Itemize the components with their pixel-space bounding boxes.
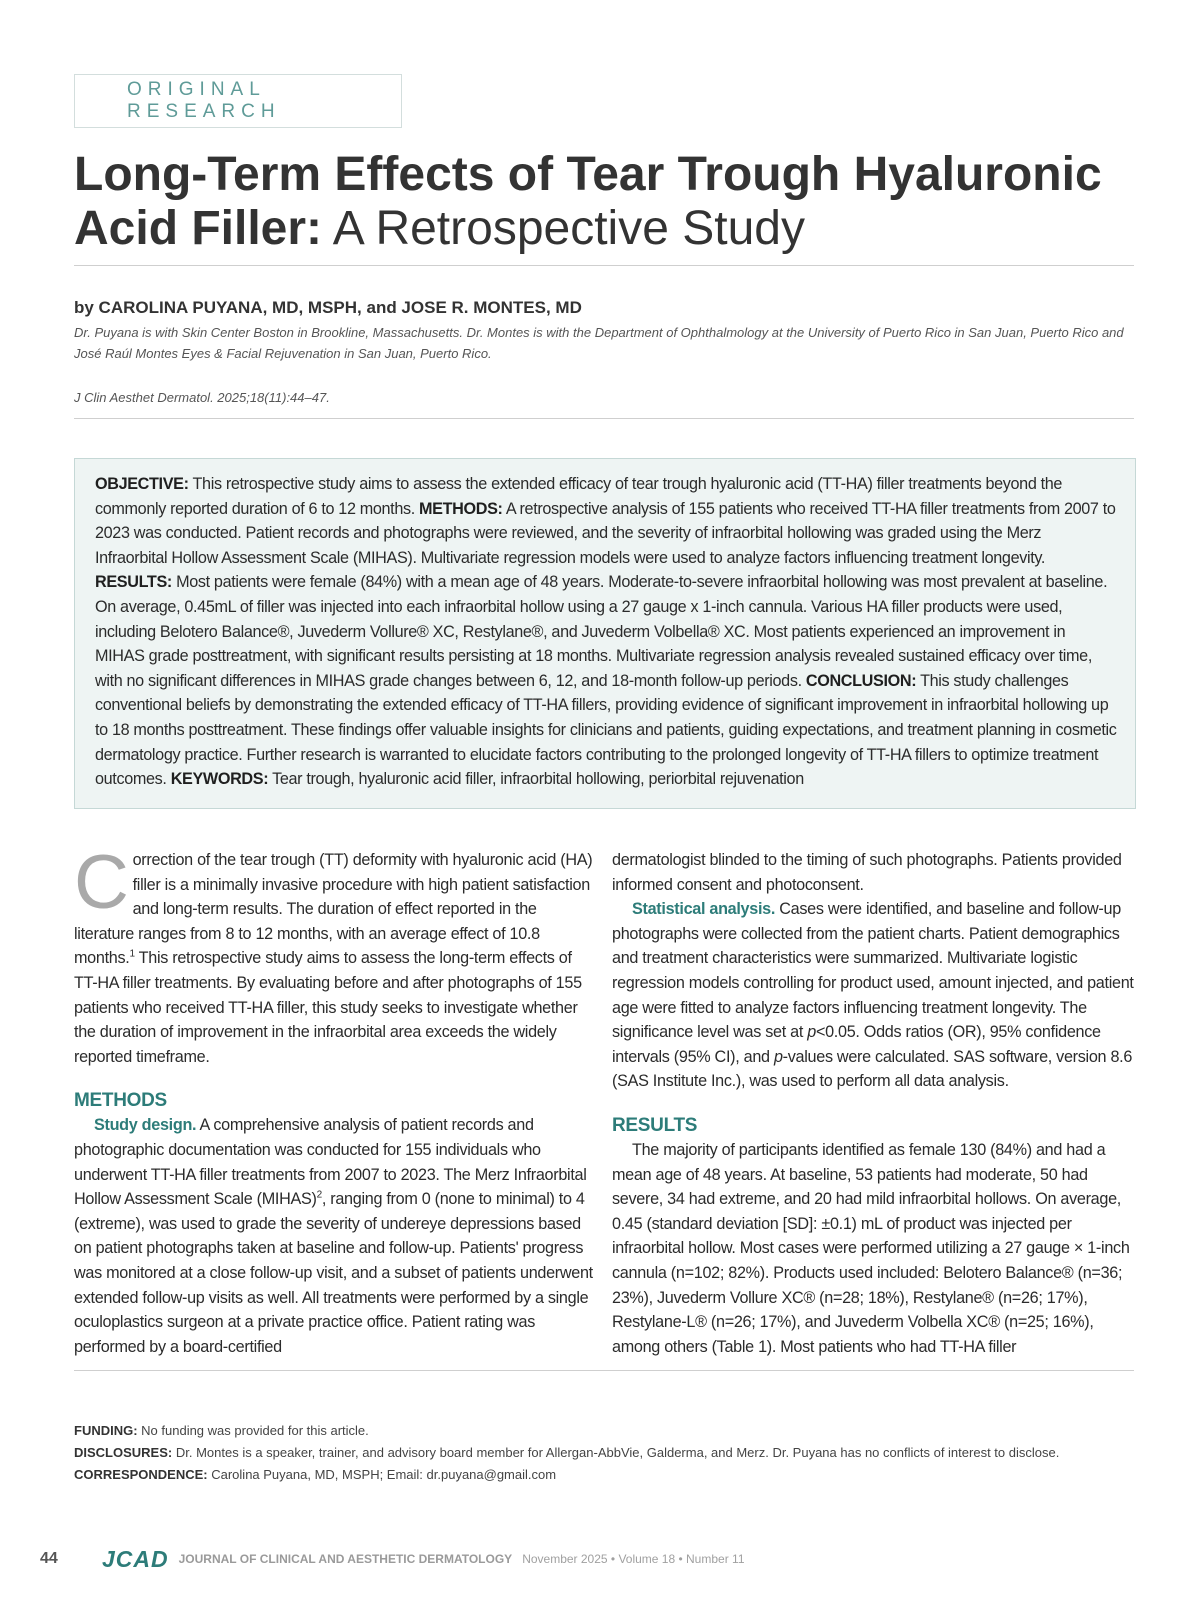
objective-label: OBJECTIVE: [95, 475, 189, 493]
title-main: Long-Term Effects of Tear Trough Hyaluronic Acid Filler: [74, 148, 1102, 255]
page-footer [40, 1544, 745, 1574]
intro-text-a: orrection of the tear trough (TT) deformity with hyaluronic acid (HA) filler is a minimally invasive procedure with high patient satisfaction and long-term results. The duration of effect reported in the literature ranges from 8 to 12 months, with an average effect of 10.8 months. [74, 851, 593, 968]
byline: by CAROLINA PUYANA, MD, MSPH, and JOSE R. MONTES, MD [74, 298, 582, 317]
study-design-text-a: A comprehensive analysis of patient records and photographic documentation was conducted for 155 individuals who underwent TT-HA filler treatments from 2007 to 2023. The Merz Infraorbital Hollow Assessment Scale (MIHAS) [74, 1116, 587, 1209]
body-column-left [74, 840, 596, 1359]
stat-text-b: <0.05. Odds ratios (OR), 95% confidence intervals (95% CI), and [612, 1023, 1101, 1066]
conclusion-text: This study challenges conventional beliefs by demonstrating the extended efficacy of TT-HA fillers, providing evidence of significant improvement in infraorbital hollowing up to 18 months posttreatment. These findings offer valuable insights for clinicians and patients, guiding expectations, and treatment planning in cosmetic dermatology practice. Further research is warranted to elucidate factors contributing to the prolonged longevity of TT-HA fillers to optimize treatment outcomes. [95, 671, 1117, 789]
continued-paragraph: dermatologist blinded to the timing of such photographs. Patients provided informed consent and photoconsent. [612, 851, 1122, 894]
p-italic-1: p [807, 1023, 816, 1042]
footnote-divider [74, 1370, 1134, 1371]
study-design-text-b: , ranging from 0 (none to minimal) to 4 (extreme), was used to grade the severity of undereye depressions based on patient photographs taken at baseline and follow-up. Patients' progress was monitored at a close follow-up visit, and a subset of patients underwent extended follow-up visits as well. All treatments were performed by a single oculoplastics surgeon at a private practice office. Patient rating was performed by a board-certified [74, 1190, 593, 1356]
citation-details: 2025;18(11):44–47. [213, 390, 330, 405]
conclusion-label: CONCLUSION: [805, 671, 917, 690]
body-column-right [612, 848, 1136, 1359]
correspondence-label: CORRESPONDENCE: [74, 1467, 208, 1482]
results-heading: RESULTS [612, 1114, 698, 1136]
stat-text-c: -values were calculated. SAS software, version 8.6 (SAS Institute Inc.), was used to perform all data analysis. [612, 1047, 1133, 1091]
reference-2: 2 [316, 1189, 322, 1201]
keywords-label: KEYWORDS: [170, 770, 269, 789]
disclosures-text: Dr. Montes is a speaker, trainer, and advisory board member for Allergan-AbbVie, Galderma, and Merz. Dr. Puyana has no conflicts of interest to disclose. [172, 1445, 1060, 1460]
keywords-text: Tear trough, hyaluronic acid filler, infraorbital hollowing, periorbital rejuvenation [268, 770, 804, 789]
abstract-box [74, 458, 1136, 809]
funding-note [74, 1420, 1134, 1442]
page-number: 44 [40, 1550, 58, 1567]
correspondence-note [74, 1464, 1134, 1486]
methods-label: METHODS: [419, 499, 503, 518]
journal-name: JOURNAL OF CLINICAL AND AESTHETIC DERMATOLOGY [178, 1552, 513, 1566]
funding-label: FUNDING: [74, 1423, 138, 1438]
study-design-paragraph [74, 1113, 596, 1359]
title-subtitle: A Retrospective Study [322, 202, 805, 255]
methods-heading: METHODS [74, 1090, 167, 1112]
funding-text: No funding was provided for this article. [137, 1423, 369, 1438]
intro-text-b: This retrospective study aims to assess the long-term effects of TT-HA filler treatments. By evaluating before and after photographs of 155 patients who received TT-HA filler, this study seeks to investigate whether the duration of improvement in the infraorbital area exceeds the widely reported timeframe. [74, 949, 582, 1066]
correspondence-text: Carolina Puyana, MD, MSPH; Email: dr.puyana@gmail.com [207, 1467, 557, 1482]
study-design-label: Study design. [94, 1116, 197, 1135]
results-paragraph: The majority of participants identified as female 130 (84%) and had a mean age of 48 years. At baseline, 53 patients had moderate, 50 had severe, 34 had extreme, and 20 had mild infraorbital hollows. On average, 0.45 (standard deviation [SD]: ±0.1) mL of product was injected per infraorbital hollow. Most cases were performed utilizing a 27 gauge × 1-inch cannula (n=102; 82%). Products used included: Belotero Balance® (n=36; 23%), Juvederm Vollure XC® (n=28; 18%), Restylane® (n=26; 17%), Restylane-L® (n=26; 17%), and Juvederm Volbella XC® (n=25; 16%), among others (Table 1). Most patients who had TT-HA filler [612, 1140, 1130, 1356]
stat-text-a: Cases were identified, and baseline and follow-up photographs were collected from the patient charts. Patient demographics and treatment characteristics were summarized. Multivariate logistic regression models controlling for product used, amount injected, and patient age were fitted to analyze factors influencing treatment longevity. The significance level was set at [612, 900, 1134, 1042]
citation-divider [74, 418, 1134, 419]
journal-logo: JCAD [102, 1545, 169, 1572]
disclosures-note [74, 1442, 1134, 1464]
results-label: RESULTS: [95, 573, 172, 592]
disclosures-label: DISCLOSURES: [74, 1445, 173, 1460]
statistical-analysis-paragraph [612, 897, 1136, 1094]
methods-text: A retrospective analysis of 155 patients who received TT-HA filler treatments from 2007 to 2023 was conducted. Patient records and photographs were reviewed, and the severity of infraorbital hollowing was graded using the Merz Infraorbital Hollow Assessment Scale (MIHAS). Multivariate regression models were used to analyze factors influencing treatment longevity. [95, 499, 1116, 567]
citation [74, 390, 330, 405]
drop-cap: C [74, 840, 129, 925]
issue-info: November 2025 • Volume 18 • Number 11 [522, 1552, 745, 1566]
article-title [74, 148, 1134, 256]
objective-text: This retrospective study aims to assess the extended efficacy of tear trough hyaluronic acid (TT-HA) filler treatments beyond the commonly reported duration of 6 to 12 months. [95, 475, 1063, 518]
statistical-analysis-label: Statistical analysis. [632, 900, 776, 919]
footnotes [74, 1420, 1134, 1486]
intro-paragraph [74, 840, 596, 1069]
results-text: Most patients were female (84%) with a mean age of 48 years. Moderate-to-severe infraorbital hollowing was most prevalent at baseline. On average, 0.45mL of filler was injected into each infraorbital hollow using a 27 gauge x 1-inch cannula. Various HA filler products were used, including Belotero Balance®, Juvederm Vollure® XC, Restylane®, and Juvederm Volbella® XC. Most patients experienced an improvement in MIHAS grade posttreatment, with significant results persisting at 18 months. Multivariate regression analysis revealed sustained efficacy over time, with no significant differences in MIHAS grade changes between 6, 12, and 18-month follow-up periods. [95, 573, 1108, 690]
author-affiliation: Dr. Puyana is with Skin Center Boston in Brookline, Massachusetts. Dr. Montes is with the Department of Ophthalmology at the University of Puerto Rico in San Juan, Puerto Rico and José Raúl Montes Eyes & Facial Rejuvenation in San Juan, Puerto Rico. [74, 325, 1124, 361]
title-divider [74, 265, 1134, 266]
section-tag: ORIGINAL RESEARCH [74, 74, 402, 128]
p-italic-2: p [773, 1047, 783, 1066]
reference-1: 1 [129, 948, 135, 960]
citation-journal: J Clin Aesthet Dermatol. [74, 390, 214, 405]
